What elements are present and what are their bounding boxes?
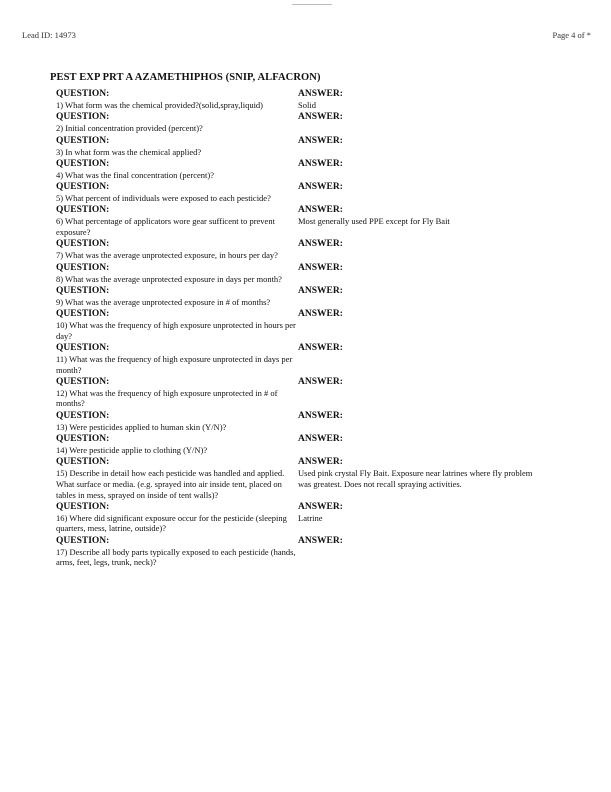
answer-label: ANSWER: [298, 410, 343, 421]
answer-label: ANSWER: [298, 309, 343, 320]
page-title: PEST EXP PRT A AZAMETHIPHOS (SNIP, ALFACRON) [50, 72, 321, 83]
qa-item [56, 159, 546, 181]
qa-item [56, 377, 546, 409]
question-label: QUESTION: [56, 89, 110, 99]
qa-item [56, 343, 546, 375]
top-scan-mark [292, 4, 332, 5]
question-text: 10) What was the frequency of high exposure unprotected in hours per day? [56, 320, 296, 341]
answer-label: ANSWER: [298, 182, 343, 193]
qa-item [56, 263, 546, 285]
qa-item [56, 309, 546, 341]
question-text: 5) What percent of individuals were exposed to each pesticide? [56, 193, 271, 204]
answer-label: ANSWER: [298, 434, 343, 445]
answer-text: Used pink crystal Fly Bait. Exposure near latrines where fly problem was greatest. Does not recall spraying activities. [298, 468, 533, 489]
question-label: QUESTION: [56, 262, 110, 273]
question-text: 17) Describe all body parts typically exposed to each pesticide (hands, arms, feet, legs, trunk, neck)? [56, 546, 296, 568]
question-text: 2) Initial concentration provided (percent)? [56, 123, 203, 134]
page-number: Page 4 of * [552, 30, 591, 40]
question-label: QUESTION: [56, 239, 110, 250]
answer-text: Latrine [298, 512, 323, 523]
qa-item [56, 112, 546, 134]
question-text: 12) What was the frequency of high exposure unprotected in # of months? [56, 387, 278, 409]
answer-label: ANSWER: [298, 158, 343, 169]
question-label: QUESTION: [56, 434, 110, 445]
question-text: 1) What form was the chemical provided?(solid,spray,liquid) [56, 100, 264, 110]
question-text: 11) What was the frequency of high exposure unprotected in days per month? [56, 354, 293, 375]
question-text: 14) Were pesticide applie to clothing (Y/N)? [56, 445, 208, 456]
answer-label: ANSWER: [298, 89, 343, 99]
question-label: QUESTION: [56, 457, 110, 468]
lead-id: Lead ID: 14973 [22, 30, 76, 40]
qa-item [56, 205, 546, 237]
question-text: 7) What was the average unprotected exposure, in hours per day? [56, 250, 278, 261]
qa-list [56, 89, 546, 570]
answer-text: Most generally used PPE except for Fly Bait [298, 216, 450, 227]
question-text: 6) What percentage of applicators wore gear sufficent to prevent exposure? [56, 216, 275, 237]
question-label: QUESTION: [56, 158, 110, 169]
qa-item [56, 502, 546, 534]
qa-item [56, 411, 546, 433]
question-label: QUESTION: [56, 182, 110, 193]
answer-label: ANSWER: [298, 205, 343, 216]
question-label: QUESTION: [56, 376, 110, 387]
qa-item [56, 136, 546, 158]
question-text: 8) What was the average unprotected exposure in days per month? [56, 273, 282, 284]
qa-item [56, 536, 546, 568]
answer-label: ANSWER: [298, 135, 343, 146]
question-label: QUESTION: [56, 343, 110, 353]
answer-text: Solid [298, 100, 316, 110]
question-text: 9) What was the average unprotected exposure in # of months? [56, 296, 271, 307]
question-label: QUESTION: [56, 112, 110, 123]
answer-label: ANSWER: [298, 239, 343, 250]
qa-item [56, 89, 546, 111]
question-label: QUESTION: [56, 535, 110, 546]
answer-label: ANSWER: [298, 343, 343, 353]
question-text: 15) Describe in detail how each pesticide was handled and applied. What surface or media. (e.g. sprayed into air inside tent, placed on tables in mess, sprayed on inside of tent walls)? [56, 468, 285, 500]
question-text: 3) In what form was the chemical applied? [56, 146, 202, 157]
qa-item [56, 434, 546, 456]
question-label: QUESTION: [56, 501, 110, 512]
question-text: 13) Were pesticides applied to human skin (Y/N)? [56, 421, 227, 432]
qa-item [56, 457, 546, 500]
answer-label: ANSWER: [298, 501, 343, 512]
answer-label: ANSWER: [298, 112, 343, 123]
question-text: 4) What was the final concentration (percent)? [56, 169, 214, 180]
answer-label: ANSWER: [298, 457, 343, 468]
answer-label: ANSWER: [298, 285, 343, 296]
qa-item [56, 239, 546, 261]
qa-item [56, 286, 546, 308]
answer-label: ANSWER: [298, 376, 343, 387]
question-label: QUESTION: [56, 285, 110, 296]
question-label: QUESTION: [56, 135, 110, 146]
answer-label: ANSWER: [298, 535, 343, 546]
question-text: 16) Where did significant exposure occur for the pesticide (sleeping quarters, mess, latrine, outside)? [56, 512, 287, 534]
question-label: QUESTION: [56, 309, 110, 320]
question-label: QUESTION: [56, 205, 110, 216]
answer-label: ANSWER: [298, 262, 343, 273]
question-label: QUESTION: [56, 410, 110, 421]
qa-item [56, 182, 546, 204]
